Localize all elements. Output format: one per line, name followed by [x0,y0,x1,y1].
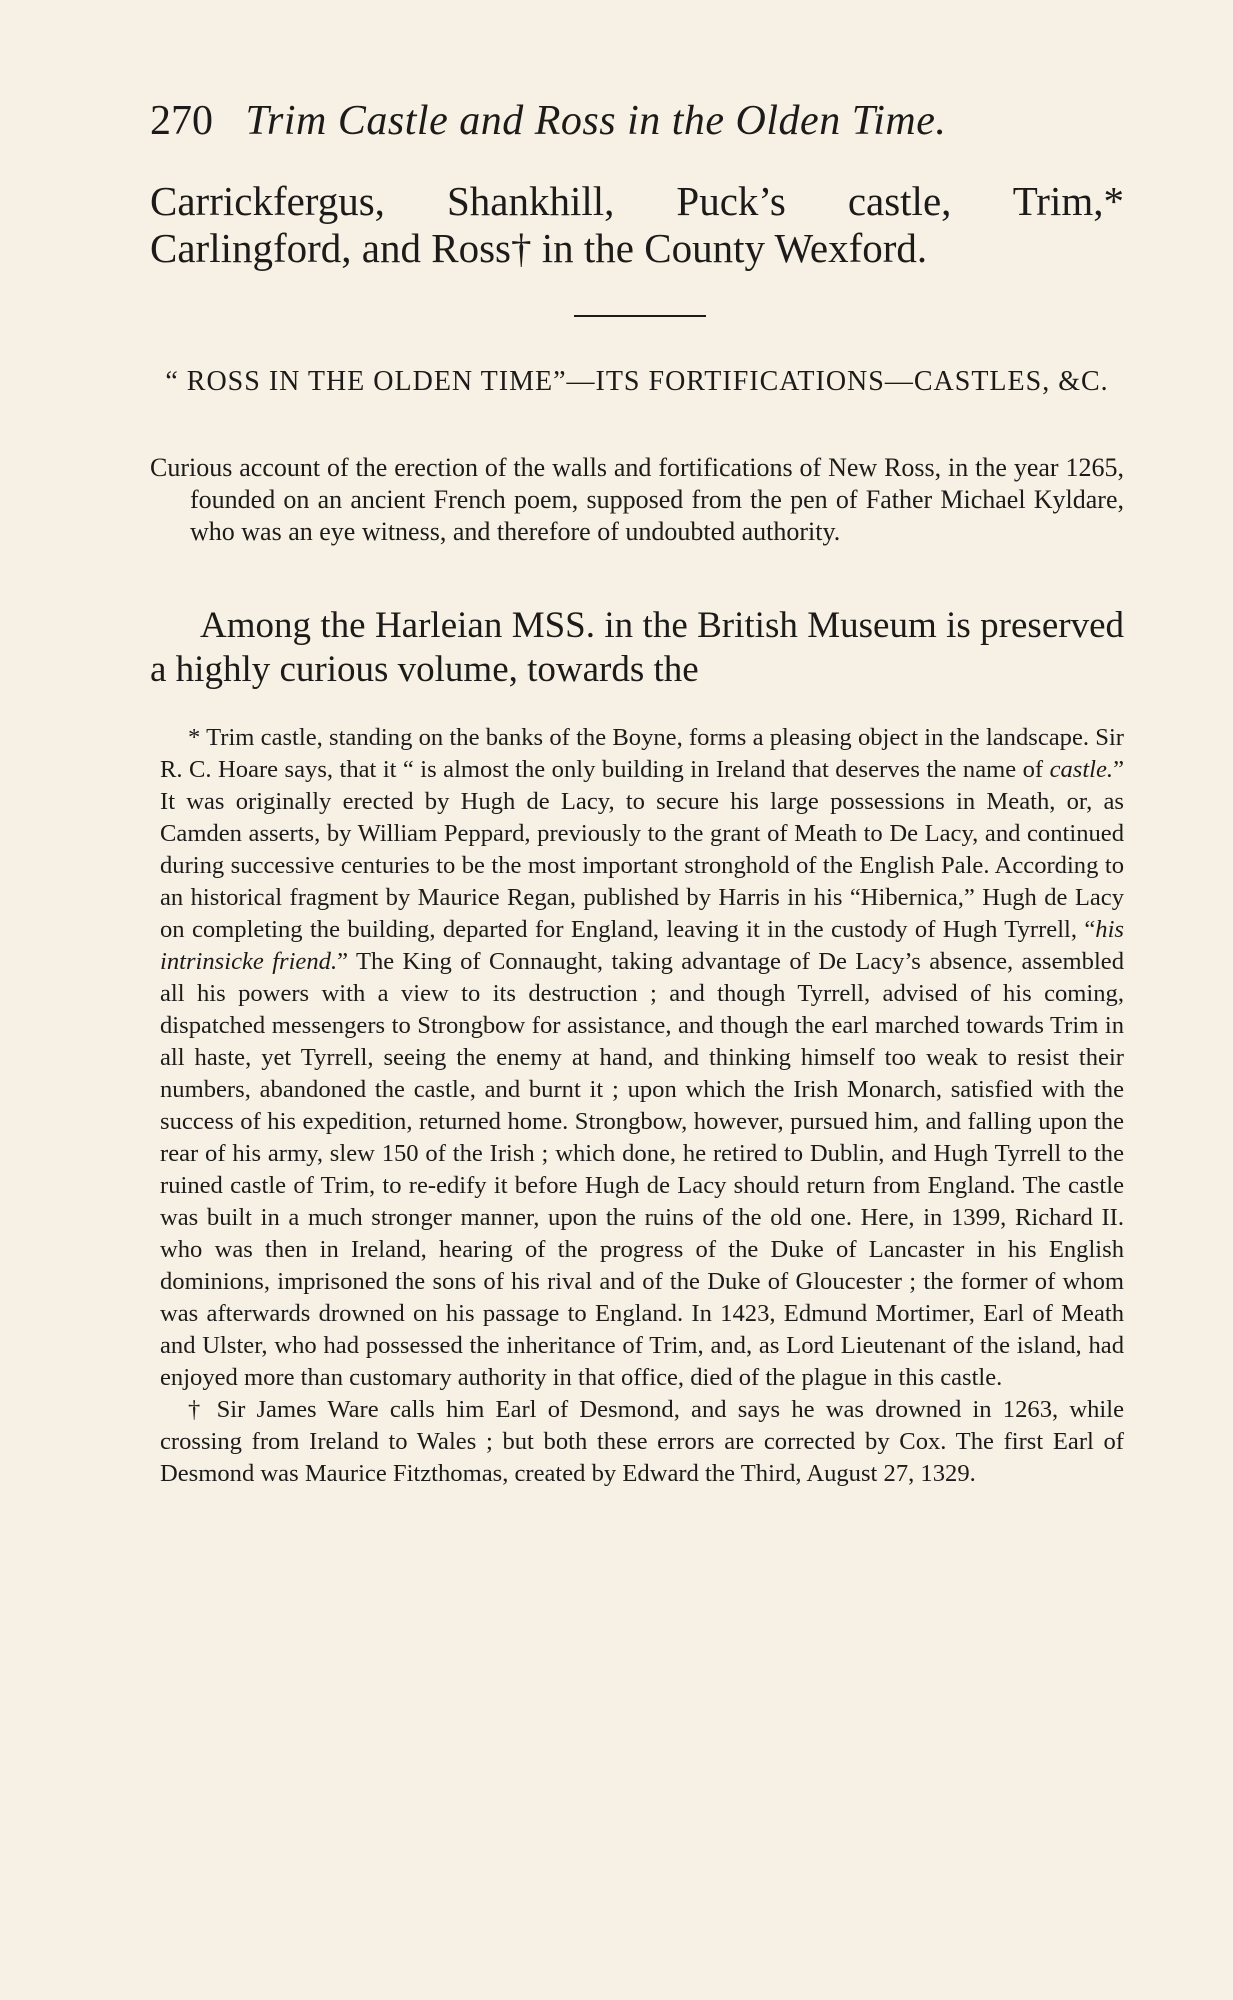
section-summary [150,452,1124,548]
footnote-1-part-1: * Trim castle, standing on the banks of the Boyne, forms a pleasing object in the landscape. Sir R. C. Hoare says, that it “ is almost the only building in Ireland that deserves the name of [160,724,1124,783]
page-number: 270 [150,98,213,144]
footnote-trim-castle [160,722,1124,1394]
footnote-1-part-2: ” It was originally erected by Hugh de Lacy, to secure his large possessions in Meath, or, as Camden asserts, by William Peppard, previously to the grant of Meath to De Lacy, and continued during successive centuries to be the most important stronghold of the English Pale. According to an historical fragment by Maurice Regan, published by Harris in his “Hibernica,” Hugh de Lacy on completing the building, departed for England, leaving it in the custody of Hugh Tyrrell, “ [160,756,1124,943]
footnote-1-emphasis-2: his intrinsicke friend. [160,916,1124,975]
section-heading: “ ROSS IN THE OLDEN TIME”—ITS FORTIFICATIONS—CASTLES, &C. [165,366,1109,397]
footnote-earl-of-desmond: † Sir James Ware calls him Earl of Desmond, and says he was drowned in 1263, while crossing from Ireland to Wales ; but both these errors are corrected by Cox. The first Earl of Desmond was Maurice Fitzthomas, created by Edward the Third, August 27, 1329. [160,1396,1124,1487]
footnote-1-part-3: ” The King of Connaught, taking advantage of De Lacy’s absence, assembled all his powers with a view to its destruction ; and though Tyrrell, advised of his coming, dispatched messengers to Strongbow for assistance, and though the earl marched towards Trim in all haste, yet Tyrrell, seeing the enemy at hand, and thinking himself too weak to resist their numbers, abandoned the castle, and burnt it ; upon which the Irish Monarch, satisfied with the success of his expedition, returned home. Strongbow, however, pursued him, and falling upon the rear of his army, slew 150 of the Irish ; which done, he retired to Dublin, and Hugh Tyrrell to the ruined castle of Trim, to re-edify it before Hugh de Lacy should return from England. The castle was built in a much stronger manner, upon the ruins of the old one. Here, in 1399, Richard II. who was then in Ireland, hearing of the progress of the Duke of Lancaster in his English dominions, imprisoned the sons of his rival and of the Duke of Gloucester ; the former of whom was afterwards drowned on his passage to England. In 1423, Edmund Mortimer, Earl of Meath and Ulster, who had possessed the inheritance of Trim, and, as Lord Lieutenant of the island, had enjoyed more than customary authority in that office, died of the plague in this castle. [160,948,1124,1391]
section-summary-text: Curious account of the erection of the walls and fortifications of New Ross, in the year 1265, founded on an ancient French poem, supposed from the pen of Father Michael Kyldare, who was an eye witness, and therefore of undoubted authority. [150,453,1124,546]
intro-text: Carrickfergus, Shankhill, Puck’s castle, Trim,* Carlingford, and Ross† in the County Wexford. [150,178,1124,271]
section-divider [574,315,706,317]
running-title: Trim Castle and Ross in the Olden Time. [245,98,947,144]
body-text [150,604,1124,692]
running-header [150,96,1090,146]
footnote-1-emphasis-1: castle. [1049,756,1114,783]
footnotes [160,722,1124,1490]
body-paragraph: Among the Harleian MSS. in the British Museum is preserved a highly curious volume, towards the [150,605,1124,690]
